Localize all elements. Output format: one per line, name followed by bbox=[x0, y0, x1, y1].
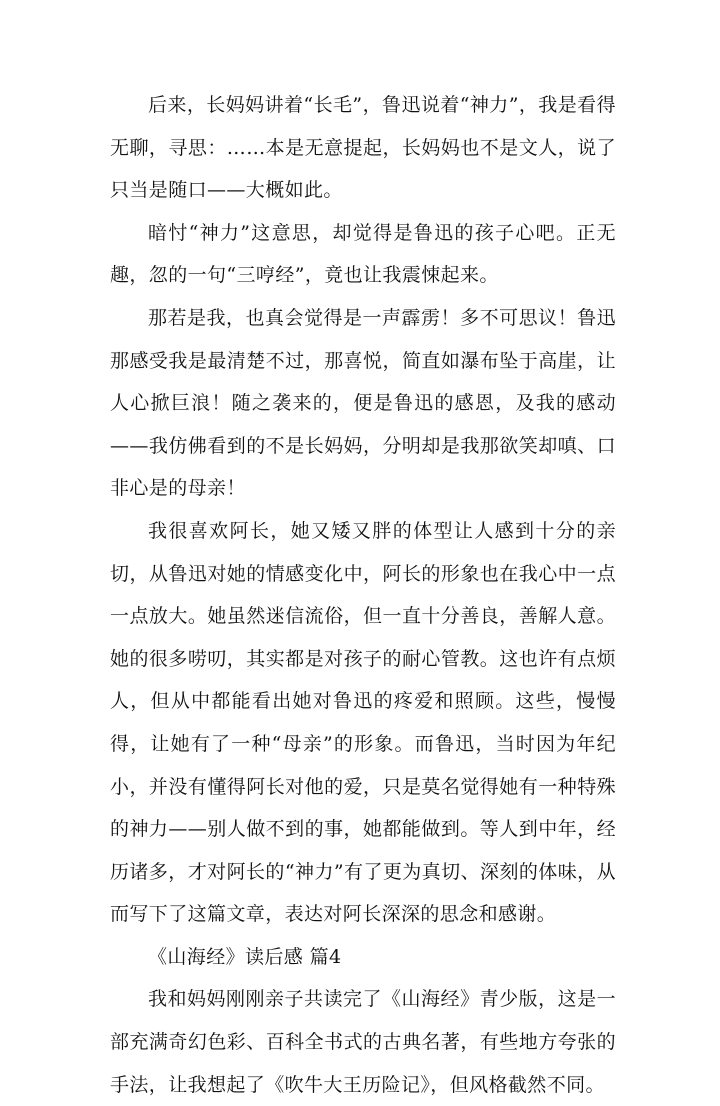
paragraph-5: 我和妈妈刚刚亲子共读完了《山海经》青少版，这是一部充满奇幻色彩、百科全书式的古典名著，有些地方夸张的手法，让我想起了《吹牛大王历险记》，但风格截然不同。 bbox=[110, 988, 616, 1096]
paragraph-4: 我很喜欢阿长，她又矮又胖的体型让人感到十分的亲切，从鲁迅对她的情感变化中，阿长的形象也在我心中一点一点放大。她虽然迷信流俗，但一直十分善良，善解人意。她的很多唠叨，其实都是对孩子的耐心管教。这也许有点烦人，但从中都能看出她对鲁迅的疼爱和照顾。这些，慢慢得，让她有了一种“母亲”的形象。而鲁迅，当时因为年纪小，并没有懂得阿长对他的爱，只是莫名觉得她有一种特殊的神力——别人做不到的事，她都能做到。等人到中年，经历诸多，才对阿长的“神力”有了更为真切、深刻的体味，从而写下了这篇文章，表达对阿长深深的思念和感谢。 bbox=[110, 519, 616, 926]
paragraph-2: 暗忖“神力”这意思，却觉得是鲁迅的孩子心吧。正无趣，忽的一句“三哼经”，竟也让我震悚起来。 bbox=[110, 221, 616, 287]
document-body bbox=[110, 84, 616, 1106]
paragraph-1: 后来，长妈妈讲着“长毛”，鲁迅说着“神力”，我是看得无聊，寻思：……本是无意提起，长妈妈也不是文人，说了只当是随口——大概如此。 bbox=[110, 94, 616, 202]
section-heading: 《山海经》读后感 篇4 bbox=[148, 945, 342, 968]
paragraph-3: 那若是我，也真会觉得是一声霹雳！多不可思议！鲁迅那感受我是最清楚不过，那喜悦，简直如瀑布坠于高崖，让人心掀巨浪！随之袭来的，便是鲁迅的感恩，及我的感动——我仿佛看到的不是长妈妈，分明却是我那欲笑却嗔、口非心是的母亲！ bbox=[110, 306, 616, 500]
